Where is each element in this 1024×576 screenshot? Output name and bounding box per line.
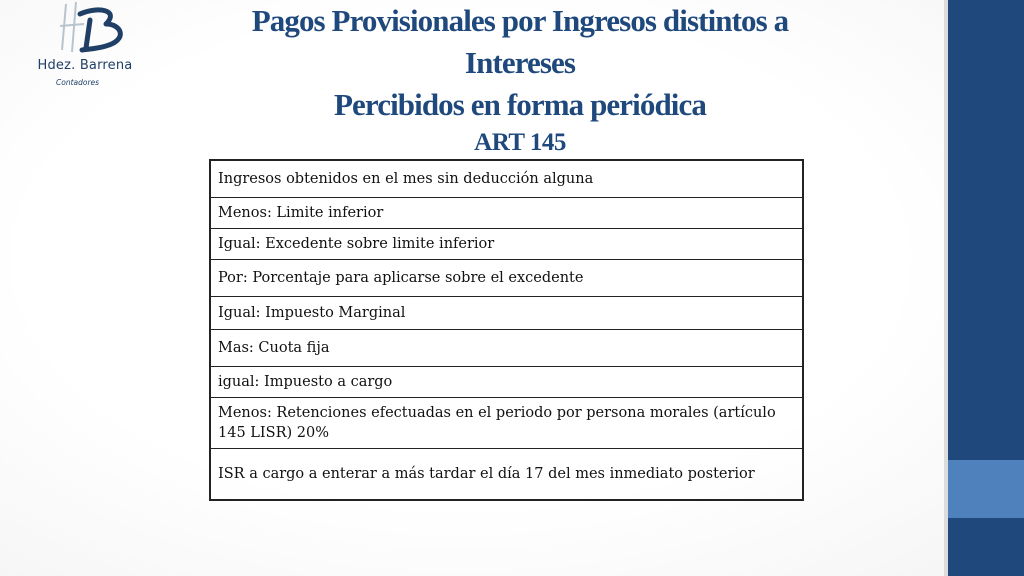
table-cell: Igual: Excedente sobre limite inferior [210, 229, 803, 260]
table-row [210, 198, 803, 229]
logo-name: Hdez. Barrena [37, 58, 133, 73]
table-row [210, 229, 803, 260]
company-logo [30, 0, 140, 92]
title-article: ART 145 [474, 129, 566, 156]
logo-subtitle: Contadores [56, 78, 100, 87]
table-cell: Por: Porcentaje para aplicarse sobre el excedente [210, 260, 803, 297]
table-cell: Mas: Cuota fija [210, 330, 803, 367]
table-cell: Igual: Impuesto Marginal [210, 297, 803, 330]
title-line-2: Intereses [464, 45, 576, 80]
table-cell: ISR a cargo a enterar a más tardar el día 17 del mes inmediato posterior [210, 449, 803, 501]
table-row [210, 330, 803, 367]
table-row [210, 297, 803, 330]
table-row [210, 398, 803, 449]
table-row [210, 367, 803, 398]
table-row [210, 449, 803, 501]
side-bar-accent [948, 460, 1024, 518]
title-line-3: Percibidos en forma periódica [334, 87, 706, 122]
logo-mark-icon [40, 0, 132, 60]
slide-title [170, 0, 870, 160]
table-cell: Menos: Retenciones efectuadas en el periodo por persona morales (artículo 145 LISR) 20% [210, 398, 803, 449]
table-row [210, 160, 803, 198]
table-cell: Menos: Limite inferior [210, 198, 803, 229]
table-row [210, 260, 803, 297]
title-line-1: Pagos Provisionales por Ingresos distintos a [251, 3, 789, 38]
table-cell: Ingresos obtenidos en el mes sin deducción alguna [210, 160, 803, 198]
table-cell: igual: Impuesto a cargo [210, 367, 803, 398]
calculation-table [209, 159, 804, 501]
